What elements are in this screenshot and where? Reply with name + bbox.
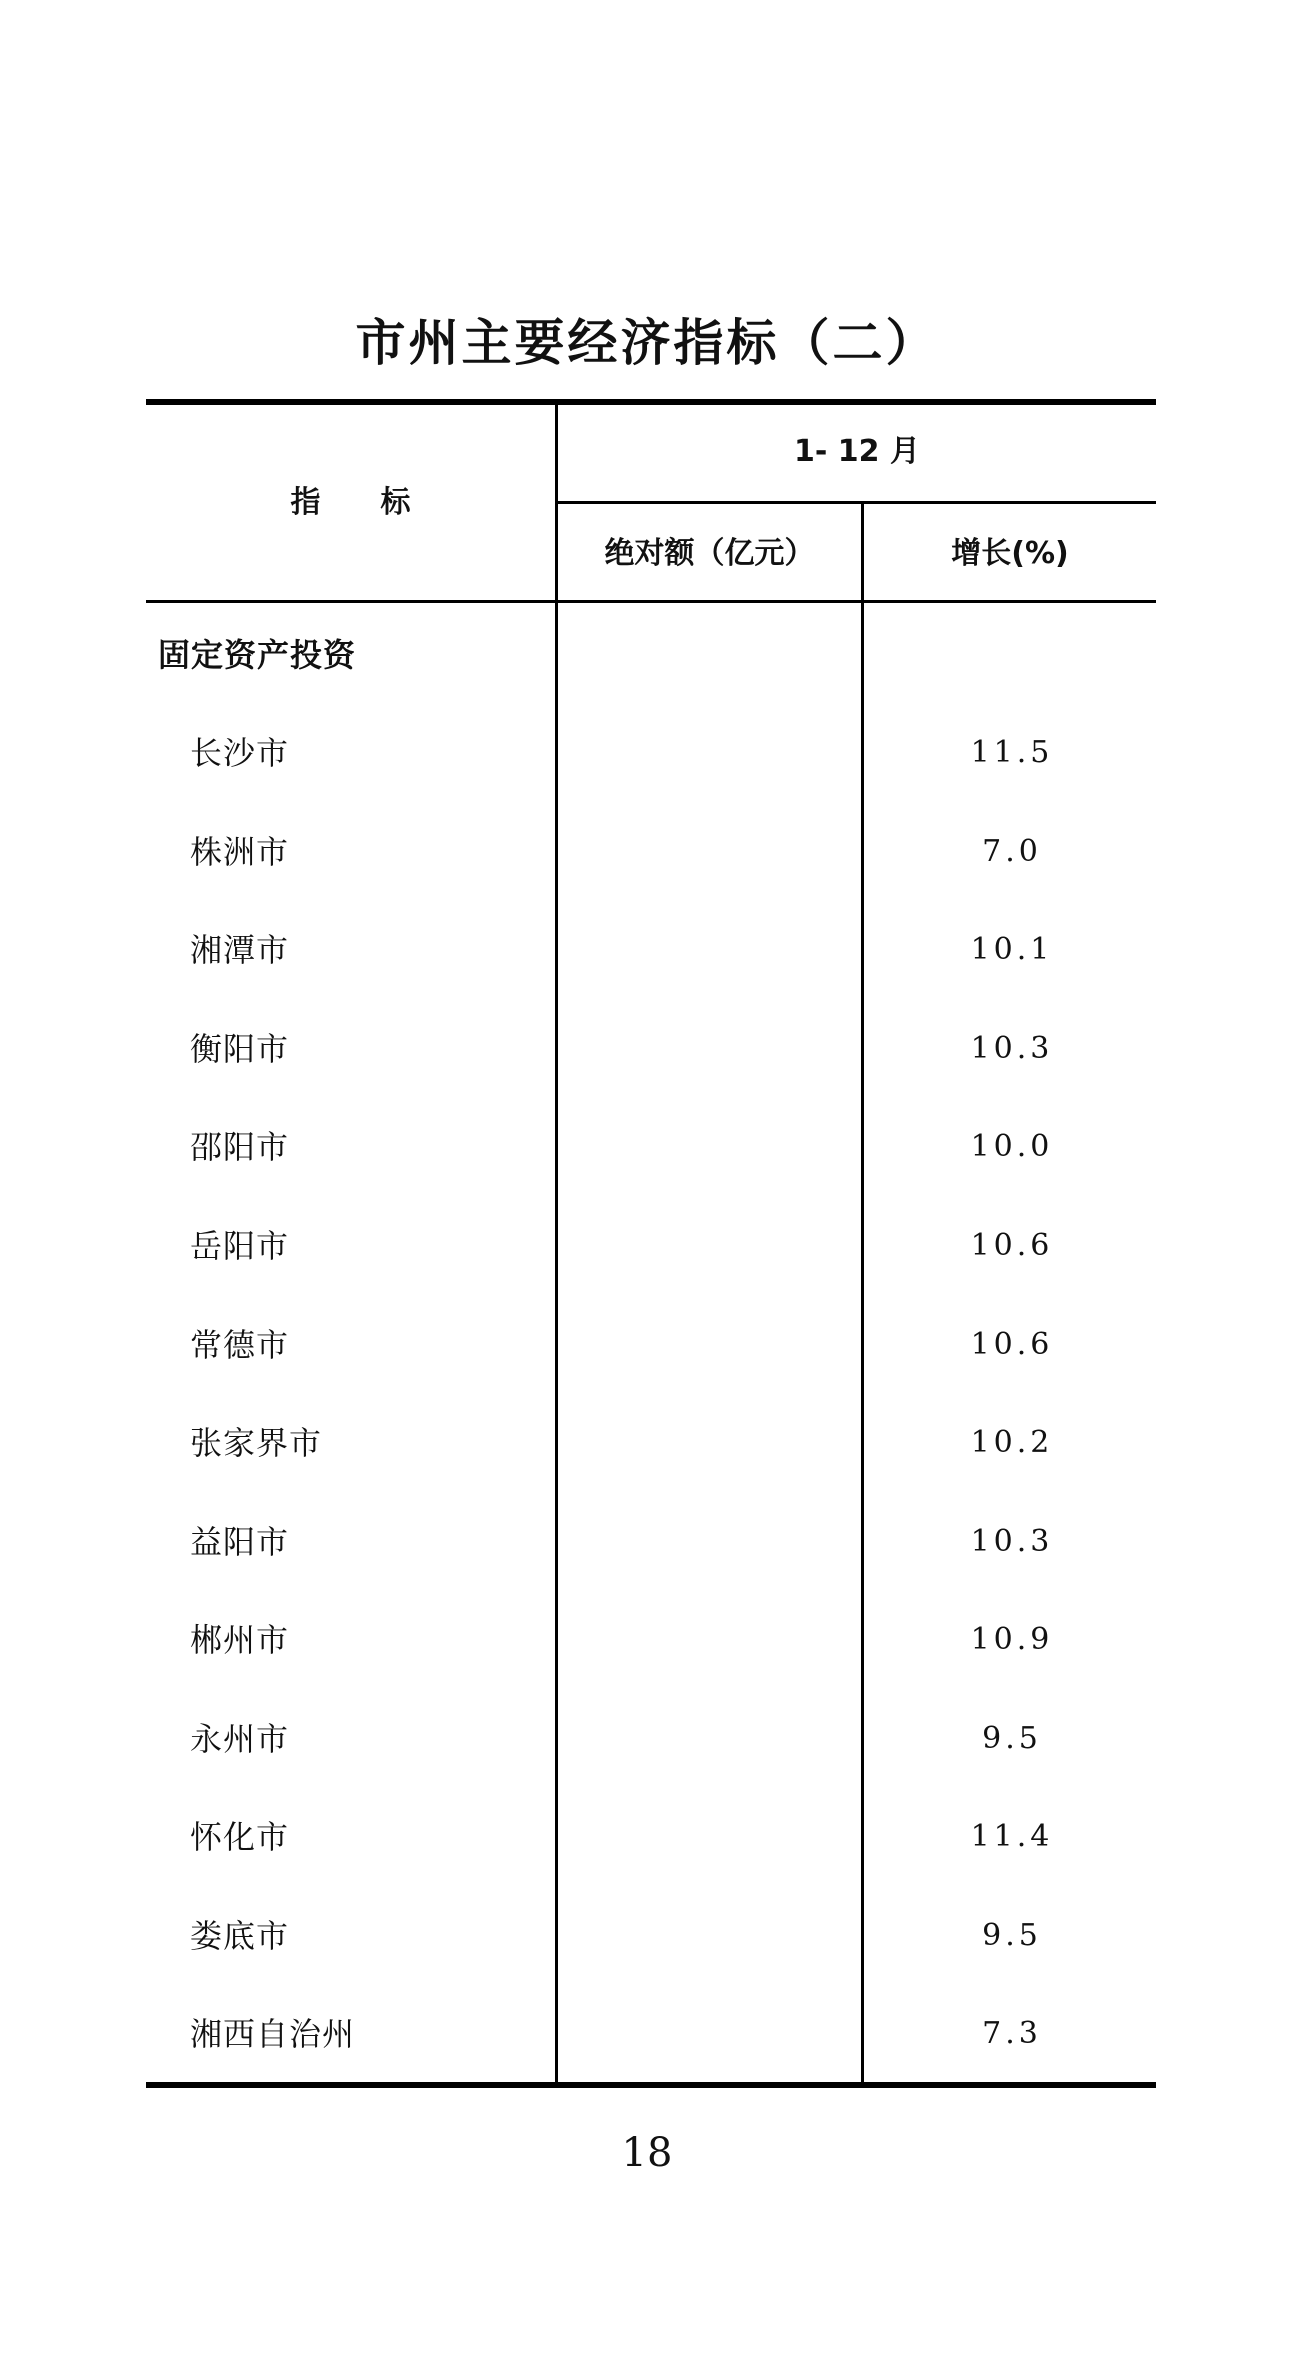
table-row [146,1911,1156,1961]
growth-value: 10.6 [970,1327,1054,1362]
region-name: 益阳市 [190,1523,290,1561]
growth-value: 11.5 [970,735,1054,770]
growth-value: 9.5 [982,1721,1042,1756]
section-label: 固定资产投资 [158,636,357,674]
table-row [146,1517,1156,1567]
growth-value: 10.2 [970,1425,1054,1460]
growth-value: 7.0 [982,834,1042,869]
table-row [146,1024,1156,1074]
growth-value: 9.5 [982,1918,1042,1953]
table-row [146,1714,1156,1764]
page-number: 18 [621,2130,673,2176]
growth-value: 10.9 [970,1622,1054,1657]
growth-value: 11.4 [970,1819,1054,1854]
table-row [146,1615,1156,1665]
region-name: 株洲市 [190,833,290,871]
region-name: 永州市 [190,1720,290,1758]
growth-value: 10.1 [970,932,1054,967]
page-title: 市州主要经济指标（二） [355,314,939,372]
region-name: 长沙市 [190,734,290,772]
header-growth: 增长(%) [951,536,1069,571]
region-name: 郴州市 [190,1621,290,1659]
table-row [146,1320,1156,1370]
table-row [146,728,1156,778]
header-absolute: 绝对额（亿元） [604,536,815,571]
table-row [146,827,1156,877]
growth-value: 7.3 [982,2016,1042,2051]
table-row [146,925,1156,975]
table-row [146,1221,1156,1271]
growth-value: 10.3 [970,1031,1054,1066]
table-row [146,1418,1156,1468]
region-name: 娄底市 [190,1917,290,1955]
header-bottom-rule [146,600,1156,603]
region-name: 张家界市 [190,1424,323,1462]
table-row [146,1122,1156,1172]
region-name: 怀化市 [190,1818,290,1856]
header-period: 1- 12 月 [794,434,920,469]
region-name: 湘西自治州 [190,2015,356,2053]
table-row-section [146,630,1156,680]
header-indicator: 指 标 [290,485,411,520]
table-row [146,2009,1156,2059]
region-name: 衡阳市 [190,1030,290,1068]
table-row [146,1812,1156,1862]
region-name: 湘潭市 [190,931,290,969]
region-name: 邵阳市 [190,1128,290,1166]
table-bottom-rule [146,2082,1156,2088]
region-name: 岳阳市 [190,1227,290,1265]
header-period-divider [556,501,1156,504]
growth-value: 10.0 [970,1129,1054,1164]
growth-value: 10.6 [970,1228,1054,1263]
growth-value: 10.3 [970,1524,1054,1559]
region-name: 常德市 [190,1326,290,1364]
table-top-rule [146,399,1156,405]
